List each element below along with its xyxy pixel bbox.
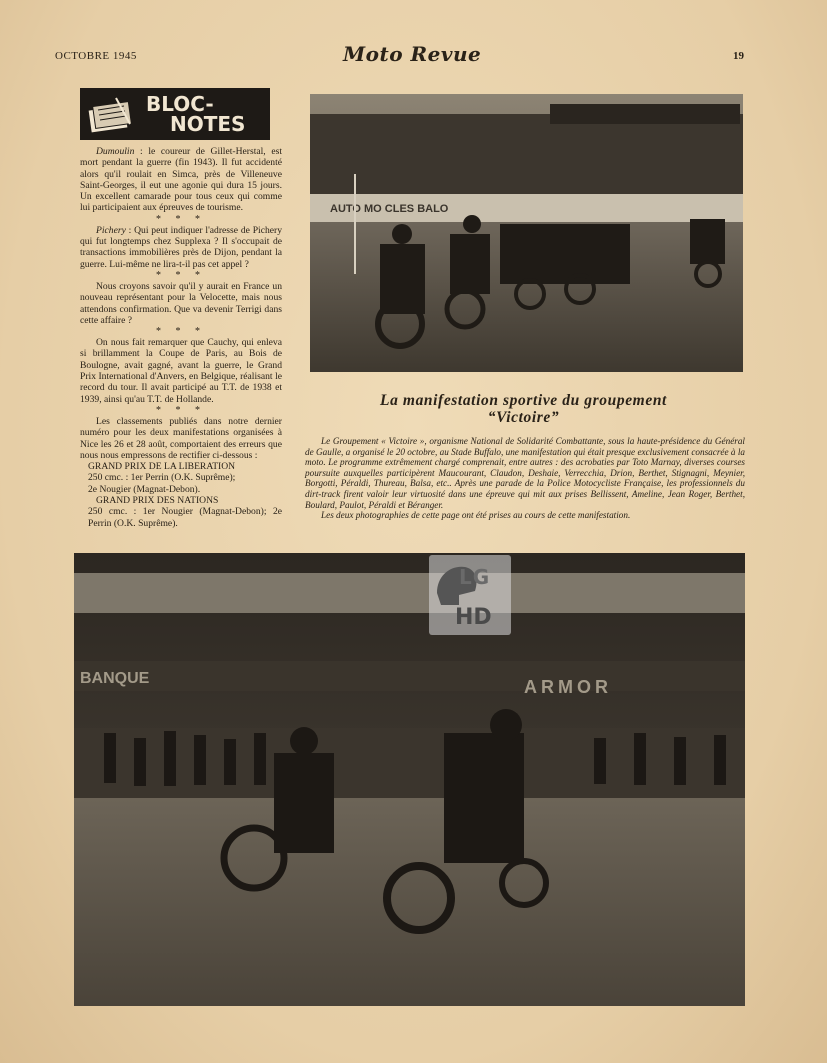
note-pichery: Pichery : Qui peut indiquer l'adresse de Pichery qui fut longtemps chez Supplexa ? Il s'occupait de transactions immobilières près de Dijon, pendant la guerre. Lui-même ne lira-t-il pas cet appel ? xyxy=(80,224,282,270)
site-watermark xyxy=(429,555,511,635)
notes-word: NOTES xyxy=(170,112,246,136)
bloc-notes-column xyxy=(80,146,282,529)
gp-liberation-title: GRAND PRIX DE LA LIBERATION xyxy=(88,461,236,473)
notebook-icon xyxy=(86,94,136,134)
note-velocette: Nous croyons savoir qu'il y aurait en France un nouveau représentant pour la Velocette, mais nous attendons confirmation. Que va devenir Terrigi dans cette affaire ? xyxy=(80,280,282,326)
note-dumoulin: Dumoulin : le coureur de Gillet-Herstal, est mort pendant la guerre (fin 1943). Il fut accidenté alors qu'il roulait en Simca, près de Villeneuve Saint-Georges, il eut une agonie qui dura 15 jours. Un excellent camarade pour tous ceux qui comme lui participaient aux épreuves de tourisme. xyxy=(80,146,282,214)
bloc-notes-heading xyxy=(80,88,270,140)
page-number: 19 xyxy=(733,50,744,62)
article-paragraph: Le Groupement « Victoire », organisme National de Solidarité Combattante, sous la haute-présidence du Général de Gaulle, a organisé le 20 octobre, au Stade Buffalo, une manifestation qui était presque exclusivement consacrée à la moto. Le programme extrêmement chargé comprenait, entre autres : des acrobaties par Toto Marnay, diverses courses poursuite auxquelles participèrent Maucourant, Claudon, Deshaie, Verrecchia, Drion, Berthet, Stignagni, Meynier, Borgotti, Péraldi, Thureau, Balsa, etc.. Après une parade de la Police Motocycliste Française, les professionnels du dirt-track firent valoir leur virtuosité dans une épreuve qui mit aux prises Bellissent, Ameline, Jean Roger, Berthet, Boulard, Paulot, Péraldi et Béranger. xyxy=(305,436,745,510)
gp-nations-title: GRAND PRIX DES NATIONS xyxy=(96,495,219,507)
separator: * * * xyxy=(156,269,206,281)
separator: * * * xyxy=(156,213,206,225)
dirt-track-photo xyxy=(74,553,745,1006)
note-classements: Les classements publiés dans notre dernier numéro pour les deux manifestations organisées à Nice les 26 et 28 août, comportaient des erreurs que nous nous empressons de rectifier ci-dessous : xyxy=(80,415,282,461)
gp-liberation-line1: 250 cmc. : 1er Perrin (O.K. Suprême); xyxy=(88,472,236,484)
gp-liberation-line2: 2e Nougier (Magnat-Debon). xyxy=(88,483,201,495)
watermark-top-text: LG xyxy=(459,565,491,589)
photo-credit-paragraph: Les deux photographies de cette page ont été prises au cours de cette manifestation. xyxy=(321,510,631,521)
gp-nations-line1: 250 cmc. : 1er Nougier (Magnat-Debon); 2e Perrin (O.K. Suprême). xyxy=(88,506,282,529)
article-title-line2: “Victoire” xyxy=(487,409,560,426)
dirt-track-image xyxy=(74,553,745,1006)
bloc-word: BLOC- xyxy=(146,92,214,116)
separator: * * * xyxy=(156,404,206,416)
police-parade-photo xyxy=(310,94,743,372)
issue-date: OCTOBRE 1945 xyxy=(55,50,137,62)
armor-banner-text: ARMOR xyxy=(524,677,612,697)
watermark-bottom-text: HD xyxy=(455,605,492,630)
article-title-line1: La manifestation sportive du groupement xyxy=(380,392,667,409)
police-parade-image xyxy=(310,94,743,372)
stadium-banner-text: AUTO MO CLES BALO xyxy=(330,203,449,215)
article-title xyxy=(300,392,747,426)
note-cauchy: On nous fait remarquer que Cauchy, qui enleva si brillamment la Coupe de Paris, au Bois de Boulogne, avait gagné, avant la guerre, le Grand Prix International d'Anvers, en Belgique, réalisant le record du tour. Il avait participé au T.T. de 1938 et 1939, ainsi qu'au T.T. de Hollande. xyxy=(80,337,282,405)
separator: * * * xyxy=(156,326,206,338)
magazine-masthead: Moto Revue xyxy=(343,42,482,66)
article-body xyxy=(305,436,745,521)
banque-banner-text: BANQUE xyxy=(80,670,150,687)
